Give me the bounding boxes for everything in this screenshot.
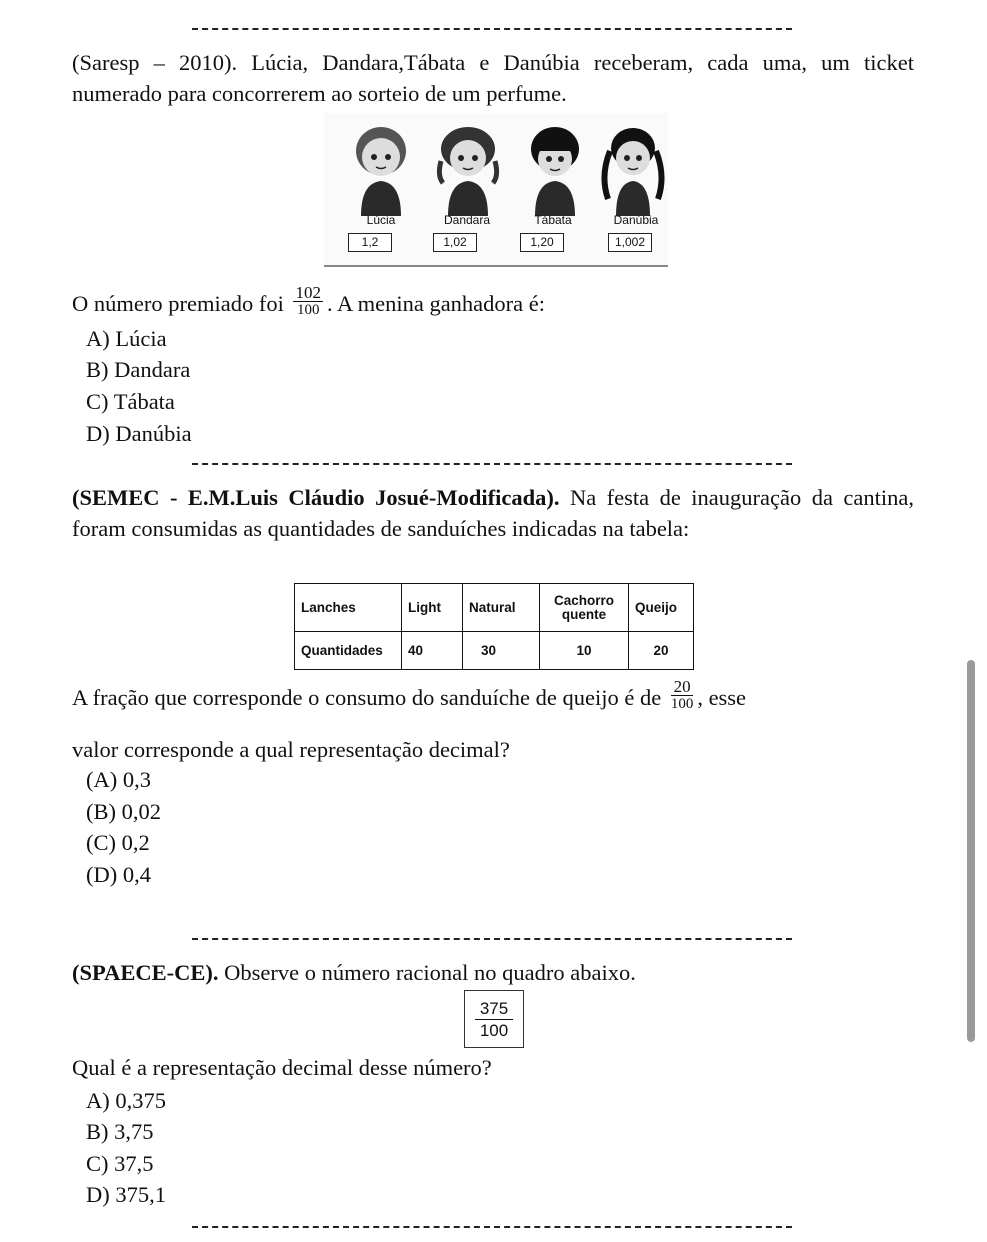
table-header: Lanches xyxy=(295,584,402,632)
table-header: Natural xyxy=(463,584,540,632)
q2-intro: (SEMEC - E.M.Luis Cláudio Josué-Modificada). Na festa de inauguração da cantina, foram consumidas as quantidades de sanduíches indicadas na tabela: xyxy=(72,485,914,541)
table-header: Cachorro quente xyxy=(540,584,629,632)
q3-intro: (SPAECE-CE). Observe o número racional no quadro abaixo. xyxy=(72,960,636,985)
table-cell: 10 xyxy=(540,632,629,670)
q3-option[interactable]: C) 37,5 xyxy=(86,1151,154,1176)
table-cell: 20 xyxy=(629,632,694,670)
girl-name: Danúbia xyxy=(613,213,659,227)
q1-option[interactable]: A) Lúcia xyxy=(86,326,167,351)
q1-question: O número premiado foi $\frac{102}{100}$ . A menina ganhadora é: xyxy=(72,283,546,319)
tabata-illustration xyxy=(520,121,590,216)
table-header: Light xyxy=(402,584,463,632)
q2-option[interactable]: (B) 0,02 xyxy=(86,799,161,824)
q1-figure xyxy=(324,113,668,267)
table-header: Queijo xyxy=(629,584,694,632)
scrollbar[interactable] xyxy=(967,660,975,1042)
q1-option[interactable]: C) Tábata xyxy=(86,389,175,414)
q2-question-line1: A fração que corresponde o consumo do sanduíche de queijo é de $\frac{20}{100}$ , esse xyxy=(72,677,747,713)
q2-fraction: $\frac{20}{100}$ xyxy=(670,677,694,713)
q3-question: Qual é a representação decimal desse número? xyxy=(72,1055,492,1080)
q2-option[interactable]: (A) 0,3 xyxy=(86,767,151,792)
separator-top xyxy=(192,28,792,30)
table-cell: Quantidades xyxy=(295,632,402,670)
girl-ticket: 1,2 xyxy=(348,233,392,252)
separator-2 xyxy=(192,938,792,940)
girl-name: Lúcia xyxy=(366,213,396,227)
q1-option[interactable]: D) Danúbia xyxy=(86,421,192,446)
q3-option[interactable]: B) 3,75 xyxy=(86,1119,154,1144)
q2-question-line2: valor corresponde a qual representação decimal? xyxy=(72,737,510,762)
q3-fraction-box: 375 100 xyxy=(464,990,524,1048)
girl-ticket: 1,002 xyxy=(608,233,652,252)
q2-option[interactable]: (C) 0,2 xyxy=(86,830,150,855)
sandwich-table xyxy=(294,583,694,670)
girl-name: Tábata xyxy=(534,213,572,227)
girl-name: Dandara xyxy=(443,213,491,227)
dandara-illustration xyxy=(433,121,503,216)
table-cell: 30 xyxy=(463,632,540,670)
girl-ticket: 1,02 xyxy=(433,233,477,252)
separator-1 xyxy=(192,463,792,465)
lucia-illustration xyxy=(346,121,416,216)
q3-option[interactable]: D) 375,1 xyxy=(86,1182,166,1207)
separator-bottom xyxy=(192,1226,792,1228)
q2-option[interactable]: (D) 0,4 xyxy=(86,862,151,887)
q3-option[interactable]: A) 0,375 xyxy=(86,1088,166,1113)
table-cell: 40 xyxy=(402,632,463,670)
q1-option[interactable]: B) Dandara xyxy=(86,357,191,382)
girl-ticket: 1,20 xyxy=(520,233,564,252)
q1-fraction: $\frac{102}{100}$ xyxy=(295,283,321,319)
q1-intro: (Saresp – 2010). Lúcia, Dandara,Tábata e Danúbia receberam, cada uma, um ticket numerado para concorrerem ao sorteio de um perfume. xyxy=(72,50,914,106)
danubia-illustration xyxy=(598,121,668,216)
